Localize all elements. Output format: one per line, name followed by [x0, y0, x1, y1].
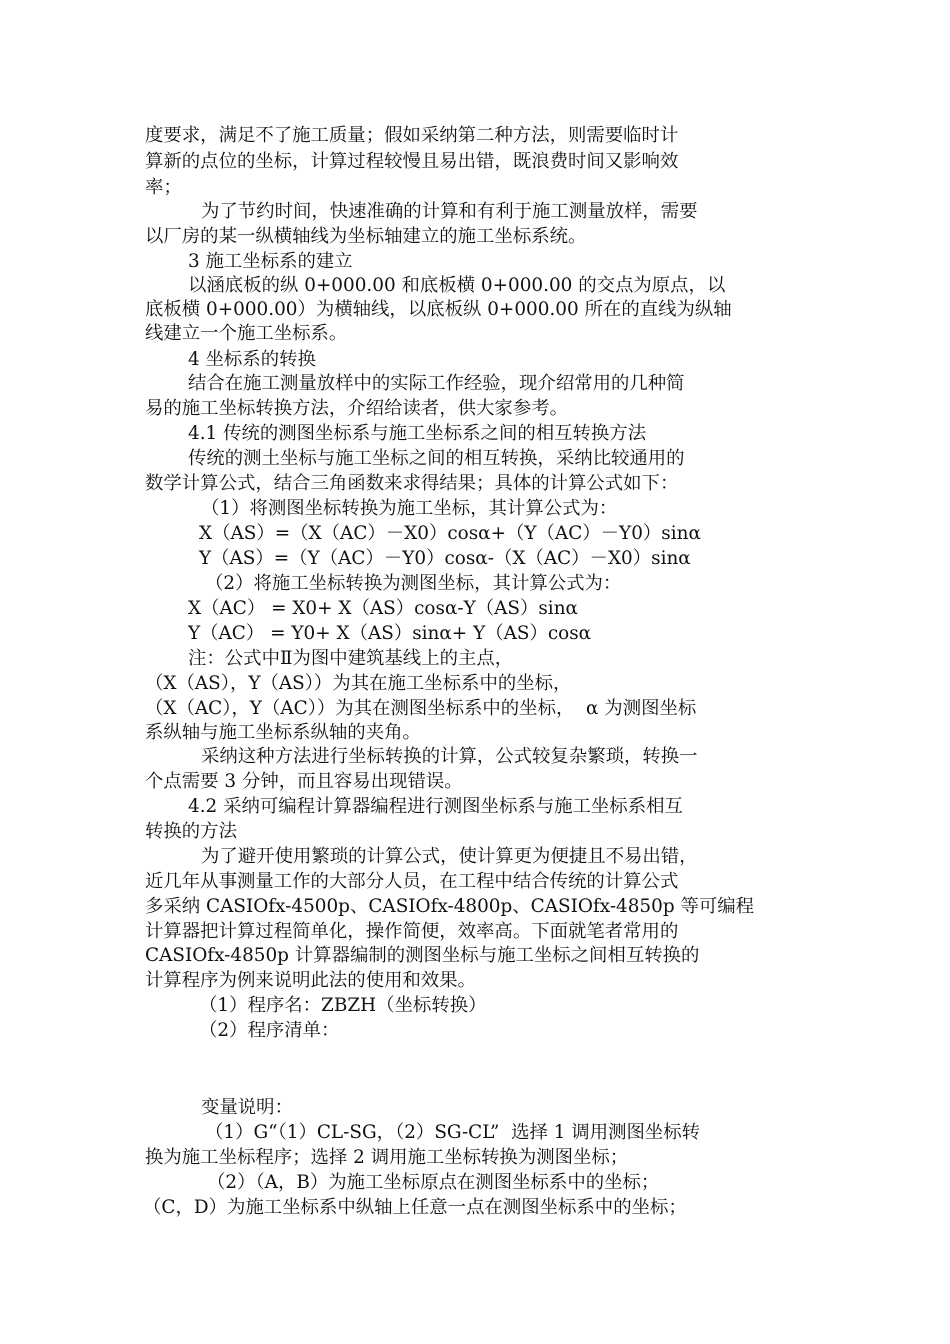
- text-line: 易的施工坐标转换方法，介绍给读者，供大家参考。: [145, 398, 568, 419]
- text-line: 以厂房的某一纵横轴线为坐标轴建立的施工坐标系统。: [145, 226, 587, 247]
- text-line: 数学计算公式，结合三角函数来求得结果；具体的计算公式如下：: [145, 473, 679, 494]
- text-line: CASIOfx-4850p 计算器编制的测图坐标与施工坐标之间相互转换的: [145, 945, 700, 966]
- text-line: （X（AC），Y（AC））为其在测图坐标系中的坐标， α 为测图坐标: [145, 698, 697, 719]
- text-line: 为了避开使用繁琐的计算公式，使计算更为便捷且不易出错，: [201, 846, 698, 867]
- note-line: 注：公式中Ⅱ为图中建筑基线上的主点，: [188, 648, 514, 669]
- text-line: （X（AS），Y（AS））为其在施工坐标系中的坐标，: [145, 673, 572, 694]
- text-line: 近几年从事测量工作的大部分人员，在工程中结合传统的计算公式: [145, 871, 679, 892]
- text-line: 算新的点位的坐标，计算过程较慢且易出错，既浪费时间又影响效: [145, 151, 679, 172]
- section-heading: 3 施工坐标系的建立: [188, 251, 353, 272]
- text-line: 变量说明：: [201, 1097, 293, 1118]
- text-line: 转换的方法: [145, 821, 237, 842]
- text-line: （1）将测图坐标转换为施工坐标，其计算公式为：: [201, 498, 618, 519]
- formula-line: Y（AS）=（Y（AC）－Y0）cosα-（X（AC）－X0）sinα: [199, 548, 691, 569]
- text-line: 为了节约时间，快速准确的计算和有利于施工测量放样，需要: [201, 201, 698, 222]
- formula-line: X（AS）=（X（AC）－X0）cosα+（Y（AC）－Y0）sinα: [199, 523, 701, 544]
- section-heading: 4.1 传统的测图坐标系与施工坐标系之间的相互转换方法: [188, 423, 647, 444]
- text-line: （C，D）为施工坐标系中纵轴上任意一点在测图坐标系中的坐标；: [143, 1197, 687, 1218]
- text-line: 多采纳 CASIOfx-4500p、CASIOfx-4800p、CASIOfx-4850p 等可编程: [145, 896, 755, 917]
- text-line: 度要求，满足不了施工质量；假如采纳第二种方法，则需要临时计: [145, 125, 679, 146]
- text-line: （2）将施工坐标转换为测图坐标，其计算公式为：: [205, 573, 622, 594]
- text-line: 率；: [145, 177, 182, 198]
- text-line: 线建立一个施工坐标系。: [145, 323, 348, 344]
- text-line: 采纳这种方法进行坐标转换的计算，公式较复杂繁琐，转换一: [201, 746, 698, 767]
- text-line: （1）程序名：ZBZH（坐标转换）: [199, 995, 487, 1016]
- section-heading: 4 坐标系的转换: [188, 349, 316, 370]
- text-line: 计算器把计算过程简单化，操作简便，效率高。下面就笔者常用的: [145, 921, 679, 942]
- text-line: 个点需要 3 分钟，而且容易出现错误。: [145, 771, 463, 792]
- text-line: 底板横 0+000.00）为横轴线，以底板纵 0+000.00 所在的直线为纵轴: [145, 299, 732, 320]
- text-line: 结合在施工测量放样中的实际工作经验，现介绍常用的几种简: [188, 373, 685, 394]
- text-line: （2）程序清单：: [199, 1020, 340, 1041]
- text-line: 以涵底板的纵 0+000.00 和底板横 0+000.00 的交点为原点，以: [188, 275, 726, 296]
- formula-line: X（AC） = X0+ X（AS）cosα-Y（AS）sinα: [188, 598, 578, 619]
- text-line: 系纵轴与施工坐标系纵轴的夹角。: [145, 722, 421, 743]
- section-heading: 4.2 采纳可编程计算器编程进行测图坐标系与施工坐标系相互: [188, 796, 683, 817]
- text-line: 计算程序为例来说明此法的使用和效果。: [145, 970, 477, 991]
- formula-line: Y（AC） = Y0+ X（AS）sinα+ Y（AS）cosα: [188, 623, 592, 644]
- text-line: （1）G“（1）CL-SG，（2）SG-CL” 选择 1 调用测图坐标转: [205, 1122, 701, 1143]
- text-line: 换为施工坐标程序；选择 2 调用施工坐标转换为测图坐标；: [145, 1147, 629, 1168]
- text-line: 传统的测土坐标与施工坐标之间的相互转换，采纳比较通用的: [188, 448, 685, 469]
- text-line: （2）（A，B）为施工坐标原点在测图坐标系中的坐标；: [207, 1172, 660, 1193]
